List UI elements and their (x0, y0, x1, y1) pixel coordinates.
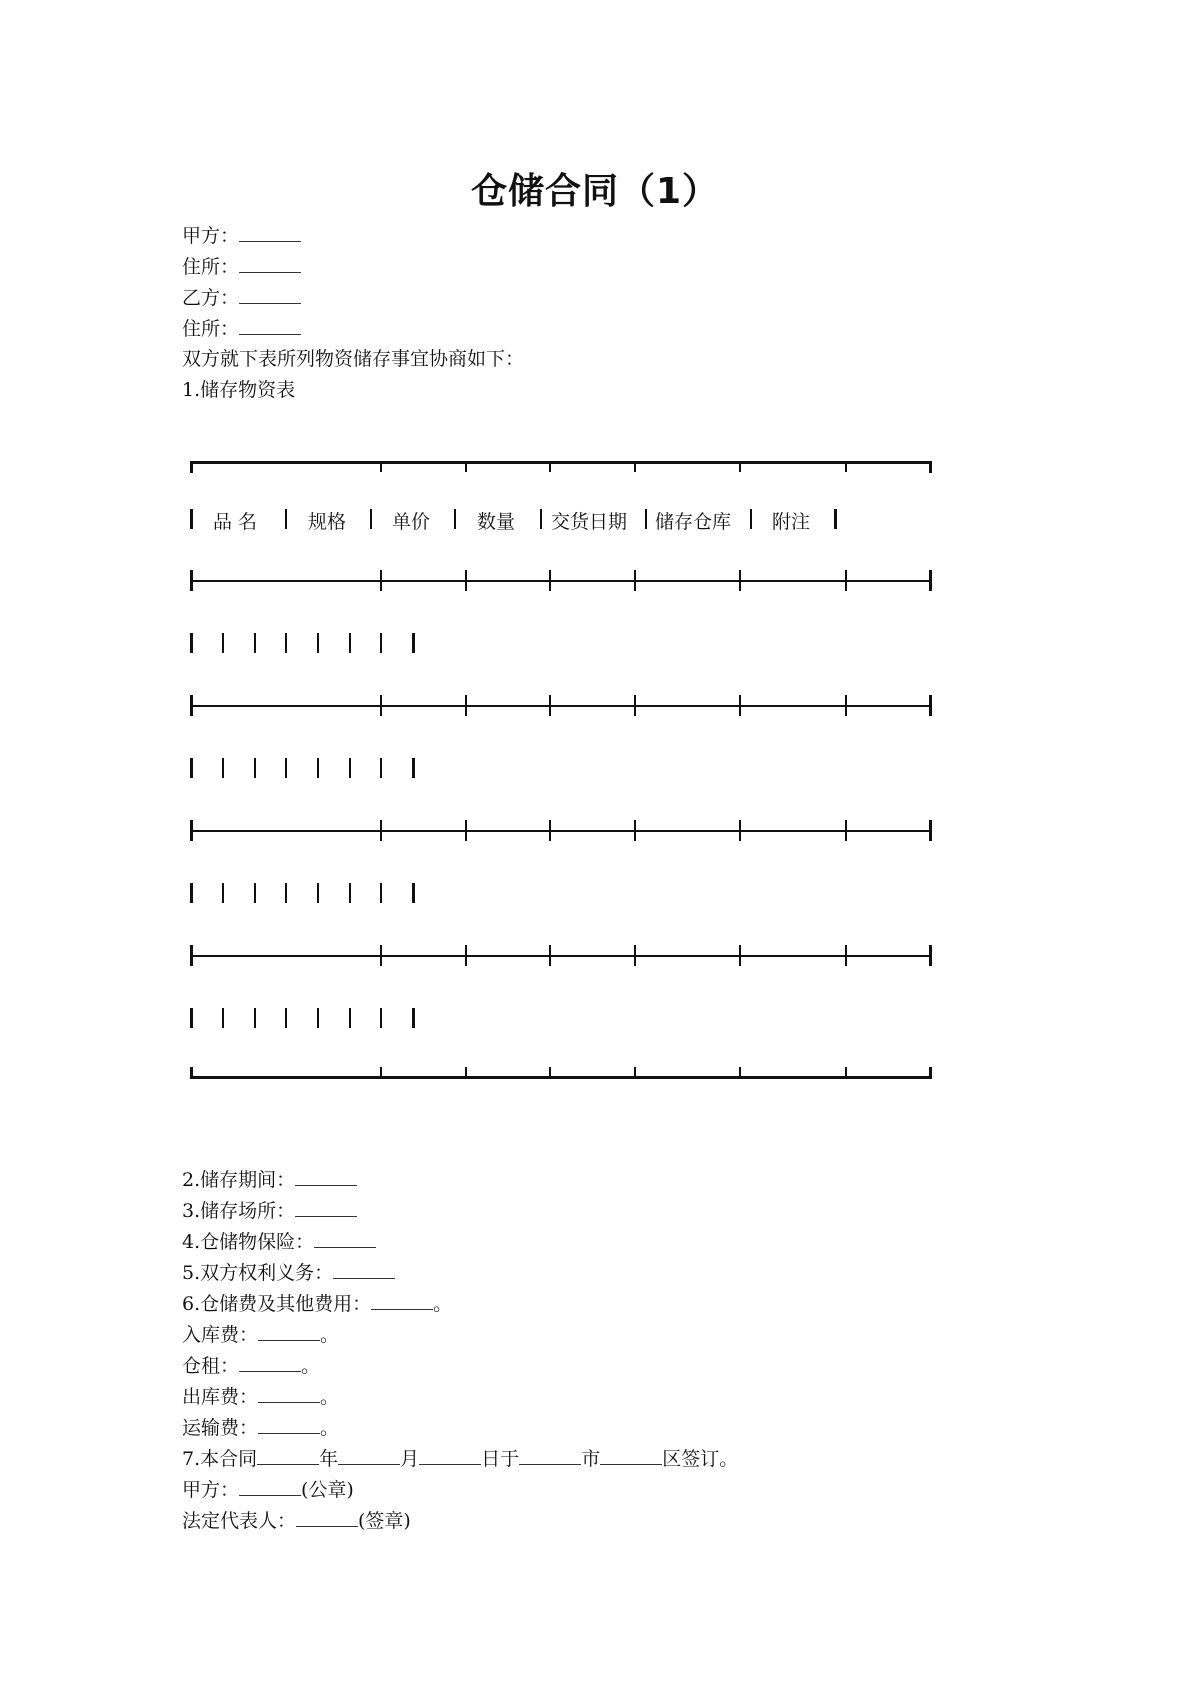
row-bar (285, 633, 287, 653)
year-blank[interactable] (257, 1446, 319, 1465)
table-tick (845, 945, 847, 966)
table-tick (929, 461, 932, 473)
table-tick (190, 695, 193, 716)
clause-storage-place (182, 1198, 357, 1223)
table-tick (380, 1067, 382, 1077)
table-tick (634, 945, 636, 966)
header-remarks: 附注 (772, 511, 811, 533)
clause-suffix: 。 (320, 1417, 340, 1439)
row-bar (349, 633, 351, 653)
table-tick (739, 820, 741, 841)
seal-note: (签章) (358, 1510, 411, 1532)
table-bottom-border (190, 1076, 931, 1079)
table-tick (190, 1067, 193, 1079)
clause-label: 2.储存期间： (182, 1169, 296, 1191)
party-b-blank[interactable] (239, 285, 301, 304)
table-tick (465, 945, 467, 966)
row-bar (349, 1008, 351, 1028)
clause-label: 运输费： (182, 1417, 259, 1439)
signature-party-a (182, 1477, 354, 1502)
signing-prefix: 7.本合同 (182, 1448, 258, 1470)
header-separator (750, 509, 752, 529)
table-tick (549, 570, 551, 591)
table-tick (465, 461, 467, 472)
table-tick (380, 461, 382, 472)
table-tick (634, 820, 636, 841)
table-top-border (190, 461, 931, 464)
table-tick (739, 570, 741, 591)
row-bar (285, 883, 287, 903)
party-a-blank[interactable] (239, 223, 301, 242)
table-tick (465, 1067, 467, 1077)
row-bar (380, 1008, 382, 1028)
table-tick (739, 695, 741, 716)
clause-warehouse-rent (182, 1353, 320, 1378)
row-bar (190, 633, 193, 653)
table-tick (380, 695, 382, 716)
header-separator (454, 509, 456, 529)
row-bar (222, 1008, 224, 1028)
table-tick (929, 1067, 932, 1079)
row-bar (380, 758, 382, 778)
intro-text: 双方就下表所列物资储存事宜协商如下： (182, 348, 525, 370)
header-delivery-date: 交货日期 (551, 511, 628, 533)
row-bar (190, 758, 193, 778)
table-row-divider (190, 705, 931, 707)
header-spec: 规格 (308, 511, 347, 533)
row-bar (254, 758, 256, 778)
clause-suffix: 。 (320, 1386, 340, 1408)
clause-suffix: 。 (301, 1355, 321, 1377)
table-tick (845, 695, 847, 716)
party-a-seal-blank[interactable] (239, 1477, 301, 1496)
day-label: 日于 (481, 1448, 520, 1470)
signature-label: 法定代表人： (182, 1510, 297, 1532)
table-tick (380, 570, 382, 591)
party-a-address-line (182, 254, 301, 279)
row-bar (190, 1008, 193, 1028)
table-tick (929, 945, 932, 966)
clause-label: 3.储存场所： (182, 1200, 296, 1222)
section-1-heading: 1.储存物资表 (182, 379, 296, 401)
clause-suffix: 。 (320, 1324, 340, 1346)
table-row-divider (190, 955, 931, 957)
party-a-label: 甲方： (182, 225, 240, 247)
table-tick (845, 570, 847, 591)
table-row-divider (190, 830, 931, 832)
clause-inbound-fee (182, 1322, 339, 1347)
table-tick (549, 461, 551, 472)
table-tick (549, 820, 551, 841)
row-bar (317, 758, 319, 778)
table-row-divider (190, 580, 931, 582)
party-b-address-line (182, 316, 301, 341)
row-bar (254, 1008, 256, 1028)
table-tick (465, 695, 467, 716)
row-bar (380, 633, 382, 653)
row-bar (317, 883, 319, 903)
seal-note: (公章) (301, 1479, 354, 1501)
table-tick (739, 1067, 741, 1077)
clause-label: 6.仓储费及其他费用： (182, 1293, 372, 1315)
table-tick (549, 695, 551, 716)
row-bar (222, 633, 224, 653)
transport-fee-blank[interactable] (258, 1415, 320, 1434)
day-blank[interactable] (419, 1446, 481, 1465)
rights-obligations-blank[interactable] (333, 1260, 395, 1279)
row-bar (317, 633, 319, 653)
table-tick (739, 461, 741, 472)
city-label: 市 (581, 1448, 601, 1470)
clause-label: 入库费： (182, 1324, 259, 1346)
row-bar (222, 883, 224, 903)
party-b-label: 乙方： (182, 287, 240, 309)
outbound-fee-blank[interactable] (258, 1384, 320, 1403)
table-tick (739, 945, 741, 966)
party-b-address-label: 住所： (182, 318, 240, 340)
year-label: 年 (319, 1448, 339, 1470)
table-tick (190, 461, 193, 473)
table-tick (380, 820, 382, 841)
legal-rep-signature-blank[interactable] (296, 1508, 358, 1527)
clause-storage-period (182, 1167, 357, 1192)
clause-label: 4.仓储物保险： (182, 1231, 315, 1253)
row-bar (412, 883, 415, 903)
month-label: 月 (400, 1448, 420, 1470)
warehouse-rent-blank[interactable] (239, 1353, 301, 1372)
table-tick (190, 570, 193, 591)
table-tick (549, 1067, 551, 1077)
row-bar (190, 883, 193, 903)
document-title: 仓储合同（1） (470, 171, 720, 212)
clause-label: 仓租： (182, 1355, 240, 1377)
table-tick (634, 461, 636, 472)
clause-rights-obligations (182, 1260, 395, 1285)
row-bar (254, 633, 256, 653)
table-tick (929, 695, 932, 716)
row-bar (412, 758, 415, 778)
clause-transport-fee (182, 1415, 339, 1440)
header-quantity: 数量 (477, 511, 516, 533)
row-bar (412, 1008, 415, 1028)
storage-place-blank[interactable] (295, 1198, 357, 1217)
clause-suffix: 。 (433, 1293, 453, 1315)
table-tick (465, 820, 467, 841)
row-bar (254, 883, 256, 903)
row-bar (222, 758, 224, 778)
district-blank[interactable] (600, 1446, 662, 1465)
table-tick (929, 570, 932, 591)
table-tick (634, 695, 636, 716)
table-tick (845, 1067, 847, 1077)
table-tick (190, 820, 193, 841)
header-separator (540, 509, 542, 529)
signature-label: 甲方： (182, 1479, 240, 1501)
party-a-address-label: 住所： (182, 256, 240, 278)
table-tick (190, 945, 193, 966)
header-separator (834, 509, 837, 529)
month-blank[interactable] (338, 1446, 400, 1465)
table-tick (380, 945, 382, 966)
city-blank[interactable] (519, 1446, 581, 1465)
table-tick (634, 570, 636, 591)
inbound-fee-blank[interactable] (258, 1322, 320, 1341)
table-tick (845, 820, 847, 841)
clause-label: 5.双方权利义务： (182, 1262, 334, 1284)
header-separator (645, 509, 647, 529)
row-bar (285, 1008, 287, 1028)
row-bar (285, 758, 287, 778)
storage-period-blank[interactable] (295, 1167, 357, 1186)
party-b-line (182, 285, 301, 310)
clause-insurance (182, 1229, 376, 1254)
party-a-line (182, 223, 301, 248)
row-bar (349, 883, 351, 903)
table-tick (465, 570, 467, 591)
district-label: 区签订。 (662, 1448, 739, 1470)
row-bar (380, 883, 382, 903)
header-product-name: 品 名 (213, 511, 258, 533)
row-bar (412, 633, 415, 653)
clause-fees (182, 1291, 452, 1316)
signature-legal-rep (182, 1508, 411, 1533)
clause-outbound-fee (182, 1384, 339, 1409)
row-bar (317, 1008, 319, 1028)
party-b-address-blank[interactable] (239, 316, 301, 335)
row-bar (349, 758, 351, 778)
table-tick (845, 461, 847, 472)
party-a-address-blank[interactable] (239, 254, 301, 273)
header-separator (190, 509, 193, 529)
table-tick (634, 1067, 636, 1077)
fees-blank[interactable] (371, 1291, 433, 1310)
header-separator (285, 509, 287, 529)
table-tick (549, 945, 551, 966)
table-tick (929, 820, 932, 841)
header-separator (370, 509, 372, 529)
header-unit-price: 单价 (392, 511, 431, 533)
signing-clause (182, 1446, 738, 1471)
clause-label: 出库费： (182, 1386, 259, 1408)
insurance-blank[interactable] (314, 1229, 376, 1248)
header-warehouse: 储存仓库 (655, 511, 732, 533)
